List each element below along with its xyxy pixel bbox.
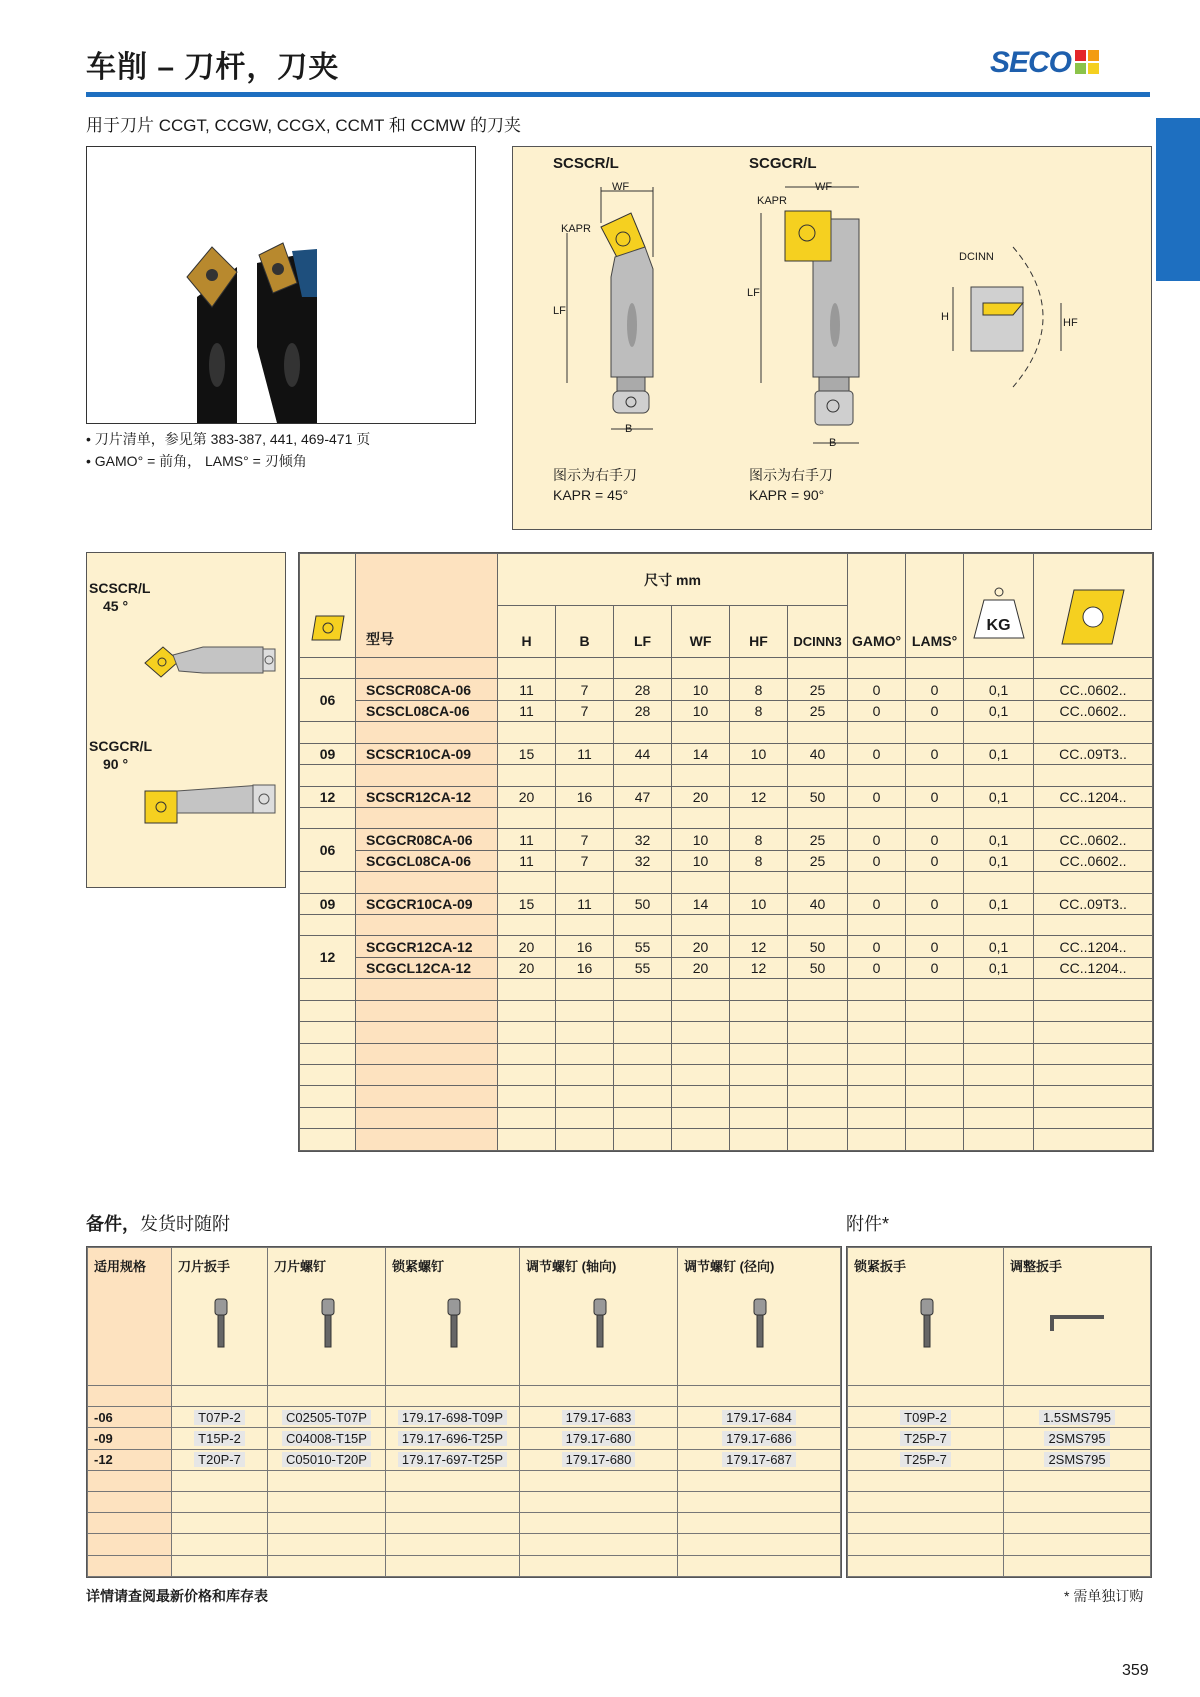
insert-size-header [300,554,356,658]
spares-header-cell: 刀片扳手 [172,1248,268,1386]
part-cell: 2SMS795 [1004,1449,1151,1470]
part-cell: T25P-7 [848,1428,1004,1449]
title-rule [86,92,1150,97]
value-cell: 10 [672,829,730,850]
kapr-label: KAPR [561,223,591,235]
value-cell: 0 [848,743,906,764]
part-cell: 1.5SMS795 [1004,1407,1151,1428]
h-label: H [941,311,949,323]
value-cell: 10 [730,743,788,764]
table-row [300,850,1153,871]
value-cell: 20 [672,786,730,807]
spacer-row [300,1086,1153,1107]
accessories-table [846,1246,1152,1578]
insert-size-cell: 06 [300,829,356,872]
value-cell: 0,1 [964,893,1034,914]
value-cell: 0,1 [964,786,1034,807]
value-cell: 8 [730,679,788,700]
accessories-header-cell: 锁紧扳手 [848,1248,1004,1386]
value-cell: CC..0602.. [1034,679,1153,700]
footer-note: 详情请查阅最新价格和库存表 [86,1588,268,1604]
value-cell: 0 [848,829,906,850]
value-cell: 8 [730,700,788,721]
section-tab [1156,118,1200,281]
value-cell: 11 [498,679,556,700]
part-cell: 179.17-697-T25P [386,1449,520,1470]
value-cell: CC..09T3.. [1034,743,1153,764]
spacer-row [88,1385,841,1406]
value-cell: 10 [672,850,730,871]
dims-header: 尺寸 mm [498,554,848,606]
spares-header-cell: 调节螺钉 (径向) [678,1248,841,1386]
model-cell: SCGCR12CA-12 [356,936,498,957]
seco-logo [990,46,1099,80]
accessories-header-row [848,1248,1151,1386]
value-cell: CC..1204.. [1034,936,1153,957]
value-cell: 11 [498,850,556,871]
lf-label: LF [747,287,760,299]
page-number: 359 [1122,1662,1149,1679]
table-row [300,829,1153,850]
part-cell: C05010-T20P [268,1449,386,1470]
dcinn-label: DCINN [959,251,994,263]
value-cell: 28 [614,679,672,700]
scg-holder-icon [143,779,283,829]
accessories-title: 附件* [846,1214,890,1234]
col-b: B [556,606,614,658]
notes [86,428,370,472]
value-cell: CC..1204.. [1034,786,1153,807]
spacer-row [88,1534,841,1555]
value-cell: 32 [614,850,672,871]
part-cell: 179.17-683 [520,1407,678,1428]
spacer-row [300,979,1153,1000]
lf-label: LF [553,305,566,317]
product-photo [86,146,476,424]
lams-header: LAMS° [906,554,964,658]
value-cell: 0 [848,957,906,978]
insert-size-cell: 12 [300,936,356,979]
b-label: B [625,423,633,435]
value-cell: 28 [614,700,672,721]
value-cell: 11 [556,893,614,914]
value-cell: 0 [848,700,906,721]
value-cell: CC..0602.. [1034,700,1153,721]
value-cell: 32 [614,829,672,850]
table-row [848,1449,1151,1470]
part-cell: 179.17-696-T25P [386,1428,520,1449]
spare-parts-table [86,1246,842,1578]
part-cell: T25P-7 [848,1449,1004,1470]
value-cell: 0 [848,679,906,700]
wf-label: WF [815,181,833,193]
clamp-screw-icon [392,1295,515,1354]
model-cell: SCSCR08CA-06 [356,679,498,700]
value-cell: 44 [614,743,672,764]
value-cell: CC..09T3.. [1034,893,1153,914]
table-row [848,1428,1151,1449]
spec-cell: -06 [88,1407,172,1428]
value-cell: 50 [788,957,848,978]
table-row [300,743,1153,764]
value-cell: 0 [848,850,906,871]
insert-size-cell: 09 [300,893,356,914]
part-cell: 2SMS795 [1004,1428,1151,1449]
value-cell: CC..1204.. [1034,957,1153,978]
col-dcinn: DCINN3 [788,606,848,658]
value-cell: 10 [672,679,730,700]
value-cell: 7 [556,850,614,871]
spacer-row [300,915,1153,936]
spacer-row [848,1385,1151,1406]
spacer-row [300,1129,1153,1151]
part-cell: 179.17-687 [678,1449,841,1470]
spares-header-row [88,1248,841,1386]
spacer-row [300,1107,1153,1128]
model-cell: SCGCL12CA-12 [356,957,498,978]
dimension-diagram [512,146,1152,530]
model-header: 型号 [356,554,498,658]
value-cell: 0,1 [964,743,1034,764]
value-cell: 55 [614,936,672,957]
axial-adjust-screw-icon [526,1295,673,1354]
spacer-row [848,1534,1151,1555]
value-cell: 8 [730,829,788,850]
footer-asterisk-note: * 需单独订购 [1064,1588,1144,1604]
value-cell: 20 [672,957,730,978]
insert-size-cell: 06 [300,679,356,722]
table-row [300,957,1153,978]
b-label: B [829,437,837,449]
value-cell: 0,1 [964,679,1034,700]
spacer-row [300,872,1153,893]
weight-header: KG [964,554,1034,658]
value-cell: 55 [614,957,672,978]
part-cell: T09P-2 [848,1407,1004,1428]
spacer-row [300,1065,1153,1086]
insert-key-icon [178,1295,263,1354]
hex-key-icon [1010,1295,1146,1354]
value-cell: 15 [498,893,556,914]
value-cell: 0 [906,893,964,914]
value-cell: 10 [730,893,788,914]
gamo-header: GAMO° [848,554,906,658]
part-cell: C02505-T07P [268,1407,386,1428]
brand-squares-icon [1075,50,1099,74]
insert-size-cell: 12 [300,786,356,807]
part-cell: T15P-2 [172,1428,268,1449]
holder-dimension-table [298,552,1154,1152]
value-cell: 47 [614,786,672,807]
value-cell: 40 [788,893,848,914]
part-cell: 179.17-698-T09P [386,1407,520,1428]
brand-name: SECO [990,46,1072,79]
col-hf: HF [730,606,788,658]
value-cell: 0,1 [964,957,1034,978]
value-cell: 14 [672,743,730,764]
value-cell: 14 [672,893,730,914]
value-cell: 0 [848,893,906,914]
insert-screw-icon [274,1295,381,1354]
value-cell: 25 [788,700,848,721]
spacer-row [300,1043,1153,1064]
value-cell: 0,1 [964,700,1034,721]
spares-title: 备件，发货时随附 [86,1214,230,1234]
col-wf: WF [672,606,730,658]
spacer-row [848,1492,1151,1513]
value-cell: 0,1 [964,829,1034,850]
part-cell: T07P-2 [172,1407,268,1428]
value-cell: 40 [788,743,848,764]
col-h: H [498,606,556,658]
value-cell: 0,1 [964,936,1034,957]
value-cell: 7 [556,700,614,721]
value-cell: 20 [498,936,556,957]
spares-header-cell: 刀片螺钉 [268,1248,386,1386]
model-cell: SCGCL08CA-06 [356,850,498,871]
diagram-left-name: SCSCR/L [553,155,619,172]
value-cell: 0 [906,829,964,850]
value-cell: 0 [848,786,906,807]
value-cell: 11 [498,700,556,721]
value-cell: 0 [906,679,964,700]
radial-adjust-screw-icon [684,1295,836,1354]
left-caption: 图示为右手刀 KAPR = 45° [553,467,637,503]
part-cell: T20P-7 [172,1449,268,1470]
hf-label: HF [1063,317,1078,329]
value-cell: 16 [556,936,614,957]
subtitle: 用于刀片 CCGT, CCGW, CCGX, CCMT 和 CCMW 的刀夹 [86,116,522,135]
part-cell: 179.17-686 [678,1428,841,1449]
spacer-row [88,1470,841,1491]
value-cell: 0,1 [964,850,1034,871]
value-cell: 15 [498,743,556,764]
value-cell: 10 [672,700,730,721]
value-cell: 16 [556,786,614,807]
right-caption: 图示为右手刀 KAPR = 90° [749,467,833,503]
model-cell: SCSCR10CA-09 [356,743,498,764]
value-cell: 20 [498,786,556,807]
diagram-right-name: SCGCR/L [749,155,817,172]
spacer-row [88,1492,841,1513]
accessories-header-cell: 调整扳手 [1004,1248,1151,1386]
kapr-label: KAPR [757,195,787,207]
table-row [300,679,1153,700]
col-lf: LF [614,606,672,658]
value-cell: 0 [906,700,964,721]
table-row [300,700,1153,721]
value-cell: 11 [556,743,614,764]
value-cell: 0 [906,957,964,978]
value-cell: 25 [788,829,848,850]
value-cell: 50 [788,786,848,807]
value-cell: 25 [788,850,848,871]
value-cell: 0 [848,936,906,957]
spec-cell: -09 [88,1428,172,1449]
spacer-row [300,1022,1153,1043]
insert-size-icon [310,612,346,644]
value-cell: 0 [906,850,964,871]
value-cell: 12 [730,786,788,807]
spacer-row [300,807,1153,828]
table-row [88,1428,841,1449]
insert-shape-icon [1060,588,1126,646]
clamp-key-icon [854,1295,999,1354]
part-cell: C04008-T15P [268,1428,386,1449]
table-row [300,893,1153,914]
insert-size-cell: 09 [300,743,356,764]
spacer-row [300,658,1153,679]
spares-header-cell: 锁紧螺钉 [386,1248,520,1386]
value-cell: 0 [906,786,964,807]
part-cell: 179.17-684 [678,1407,841,1428]
table-row [88,1449,841,1470]
value-cell: 7 [556,829,614,850]
value-cell: 12 [730,957,788,978]
table-row [88,1407,841,1428]
part-cell: 179.17-680 [520,1428,678,1449]
value-cell: CC..0602.. [1034,829,1153,850]
model-cell: SCSCL08CA-06 [356,700,498,721]
scs-holder-icon [143,637,283,687]
value-cell: 0 [906,936,964,957]
scg-type-label: SCGCR/L 90 ° [89,738,152,772]
value-cell: 11 [498,829,556,850]
note-item: • GAMO° = 前角， LAMS° = 刃倾角 [86,453,307,469]
wf-label: WF [612,181,630,193]
spacer-row [848,1555,1151,1576]
spares-header-cell: 适用规格 [88,1248,172,1386]
value-cell: 50 [788,936,848,957]
value-cell: 0 [906,743,964,764]
value-cell: 20 [498,957,556,978]
value-cell: 8 [730,850,788,871]
page-title: 车削 – 刀杆，刀夹 [86,51,340,84]
value-cell: 20 [672,936,730,957]
spares-header-cell: 调节螺钉 (轴向) [520,1248,678,1386]
model-cell: SCGCR10CA-09 [356,893,498,914]
value-cell: 16 [556,957,614,978]
spacer-row [848,1513,1151,1534]
spacer-row [88,1555,841,1576]
table-row [300,786,1153,807]
note-item: • 刀片清单，参见第 383-387, 441, 469-471 页 [86,431,371,447]
insert-type-header [1034,554,1153,658]
scs-type-label: SCSCR/L 45 ° [89,580,151,614]
spacer-row [300,765,1153,786]
spacer-row [300,722,1153,743]
value-cell: 12 [730,936,788,957]
spacer-row [300,1000,1153,1021]
model-cell: SCGCR08CA-06 [356,829,498,850]
spec-cell: -12 [88,1449,172,1470]
value-cell: 7 [556,679,614,700]
spacer-row [88,1513,841,1534]
value-cell: 50 [614,893,672,914]
table-row [300,936,1153,957]
model-cell: SCSCR12CA-12 [356,786,498,807]
table-row [848,1407,1151,1428]
spacer-row [848,1470,1151,1491]
part-cell: 179.17-680 [520,1449,678,1470]
holder-type-panel [86,552,286,888]
value-cell: CC..0602.. [1034,850,1153,871]
value-cell: 25 [788,679,848,700]
